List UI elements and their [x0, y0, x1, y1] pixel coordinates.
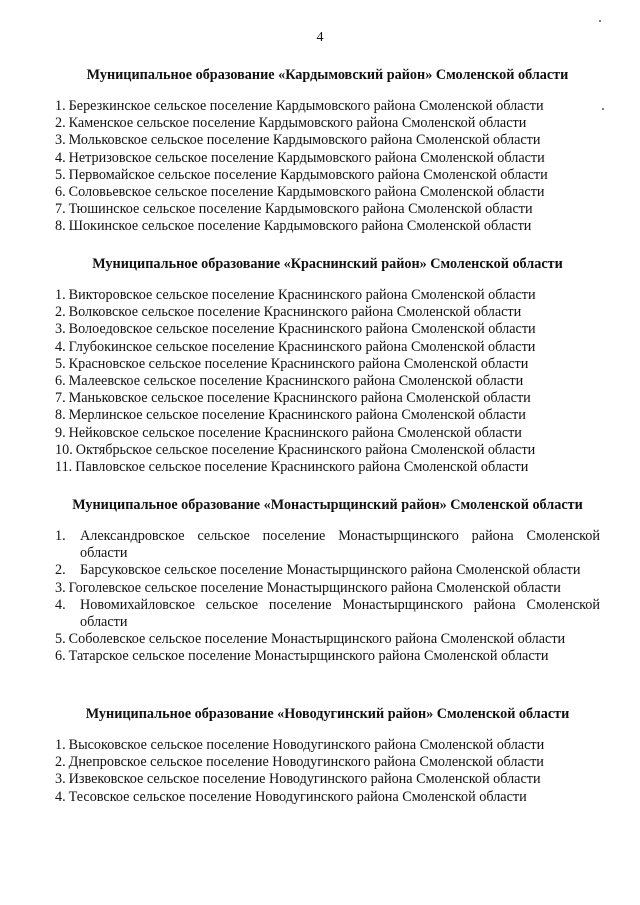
section-kardymovsky: [55, 66, 600, 236]
item-number: 5.: [55, 355, 66, 372]
item-number: 3.: [55, 321, 66, 338]
list-item: [55, 390, 600, 407]
item-text: Каменское сельское поселение Кардымовского района Смоленской области: [68, 115, 527, 132]
list-item: [55, 373, 600, 390]
item-number: 3.: [55, 771, 66, 788]
item-number: 6.: [55, 184, 66, 201]
item-number: 2.: [55, 562, 66, 579]
item-text: Глубокинское сельское поселение Краснинского района Смоленской области: [68, 338, 536, 355]
item-text: Соболевское сельское поселение Монастырщинского района Смоленской области: [68, 631, 566, 648]
section-title: Муниципальное образование «Монастырщинский район» Смоленской области: [72, 497, 583, 513]
list-item: [55, 304, 600, 321]
settlement-list: [55, 528, 600, 666]
list-item: [55, 407, 600, 424]
item-text: Гоголевское сельское поселение Монастырщинского района Смоленской области: [68, 579, 561, 596]
section-krasninsky: [55, 255, 600, 476]
list-item: [55, 562, 600, 579]
item-text: Тюшинское сельское поселение Кардымовского района Смоленской области: [68, 201, 533, 218]
item-number: 6.: [55, 648, 66, 665]
item-number: 6.: [55, 373, 66, 390]
item-text: Новомихайловское сельское поселение Монастырщинского района Смоленской области: [80, 596, 600, 631]
item-number: 8.: [55, 407, 66, 424]
item-number: 4.: [55, 788, 66, 805]
item-text: Днепровское сельское поселение Новодугинского района Смоленской области: [68, 754, 544, 771]
item-text: Павловское сельское поселение Краснинского района Смоленской области: [75, 459, 529, 476]
list-item: [55, 339, 600, 356]
list-item: [55, 771, 600, 788]
section-title: Муниципальное образование «Новодугинский район» Смоленской области: [85, 706, 570, 722]
item-number: 9.: [55, 424, 66, 441]
item-number: 1.: [55, 98, 66, 114]
item-number: 7.: [55, 201, 66, 218]
item-number: 4.: [55, 596, 66, 613]
item-number: 3.: [55, 132, 66, 149]
scan-speck: [602, 108, 604, 110]
item-number: 11.: [55, 459, 73, 476]
item-text: Барсуковское сельское поселение Монастырщинского района Смоленской области: [80, 562, 581, 579]
item-number: 10.: [55, 441, 73, 458]
item-text: Маньковское сельское поселение Краснинского района Смоленской области: [68, 390, 531, 407]
list-item: [55, 737, 600, 754]
settlement-list: [55, 287, 600, 476]
list-item: [55, 425, 600, 442]
list-item: [55, 115, 600, 132]
section-title: Муниципальное образование «Кардымовский район» Смоленской области: [86, 67, 569, 83]
section-monastyrshchinsky: [55, 496, 600, 666]
list-item: [55, 442, 600, 459]
section-title: Муниципальное образование «Краснинский район» Смоленской области: [92, 256, 563, 272]
item-text: Первомайское сельское поселение Кардымовского района Смоленской области: [68, 166, 548, 183]
list-item: [55, 648, 600, 665]
item-text: Нейковское сельское поселение Краснинского района Смоленской области: [68, 424, 522, 441]
item-text: Тесовское сельское поселение Новодугинского района Смоленской области: [68, 788, 527, 805]
item-number: 3.: [55, 579, 66, 596]
list-item: [55, 321, 600, 338]
item-text: Извековское сельское поселение Новодугинского района Смоленской области: [68, 771, 541, 788]
item-text: Октябрьское сельское поселение Краснинского района Смоленской области: [75, 441, 536, 458]
list-item: [55, 459, 600, 476]
list-item: [55, 132, 600, 149]
item-text: Красновское сельское поселение Краснинского района Смоленской области: [68, 355, 529, 372]
item-number: 2.: [55, 115, 66, 132]
list-item: [55, 201, 600, 218]
list-item: [55, 631, 600, 648]
item-number: 4.: [55, 338, 66, 355]
item-text: Татарское сельское поселение Монастырщинского района Смоленской области: [68, 648, 549, 665]
item-text: Высоковское сельское поселение Новодугинского района Смоленской области: [68, 737, 545, 753]
item-number: 1.: [55, 737, 66, 753]
item-text: Мольковское сельское поселение Кардымовского района Смоленской области: [68, 132, 541, 149]
item-number: 5.: [55, 631, 66, 648]
item-number: 5.: [55, 166, 66, 183]
item-text: Малеевское сельское поселение Краснинского района Смоленской области: [68, 373, 524, 390]
item-number: 1.: [55, 287, 66, 303]
list-item: [55, 754, 600, 771]
list-item: [55, 789, 600, 806]
scan-speck: [599, 20, 601, 22]
item-text: Березкинское сельское поселение Кардымовского района Смоленской области: [68, 98, 544, 114]
list-item: [55, 597, 600, 631]
list-item: [55, 98, 600, 115]
settlement-list: [55, 737, 600, 806]
item-text: Александровское сельское поселение Монастырщинского района Смоленской области: [80, 528, 600, 562]
item-number: 2.: [55, 754, 66, 771]
item-text: Нетризовское сельское поселение Кардымовского района Смоленской области: [68, 149, 545, 166]
list-item: [55, 218, 600, 235]
list-item: [55, 184, 600, 201]
item-number: 8.: [55, 218, 66, 235]
list-item: [55, 287, 600, 304]
section-novoduginsky: [55, 705, 600, 806]
list-item: [55, 356, 600, 373]
settlement-list: [55, 98, 600, 236]
item-number: 2.: [55, 304, 66, 321]
page-number: 4: [316, 30, 324, 45]
list-item: [55, 580, 600, 597]
item-number: 7.: [55, 390, 66, 407]
item-number: 4.: [55, 149, 66, 166]
list-item: [55, 150, 600, 167]
item-text: Соловьевское сельское поселение Кардымовского района Смоленской области: [68, 184, 545, 201]
item-text: Волковское сельское поселение Краснинского района Смоленской области: [68, 304, 522, 321]
item-text: Шокинское сельское поселение Кардымовского района Смоленской области: [68, 218, 532, 235]
item-text: Волоедовское сельское поселение Краснинского района Смоленской области: [68, 321, 536, 338]
item-text: Викторовское сельское поселение Краснинского района Смоленской области: [68, 287, 536, 303]
item-number: 1.: [55, 528, 66, 544]
item-text: Мерлинское сельское поселение Краснинского района Смоленской области: [68, 407, 526, 424]
list-item: [55, 528, 600, 562]
list-item: [55, 167, 600, 184]
